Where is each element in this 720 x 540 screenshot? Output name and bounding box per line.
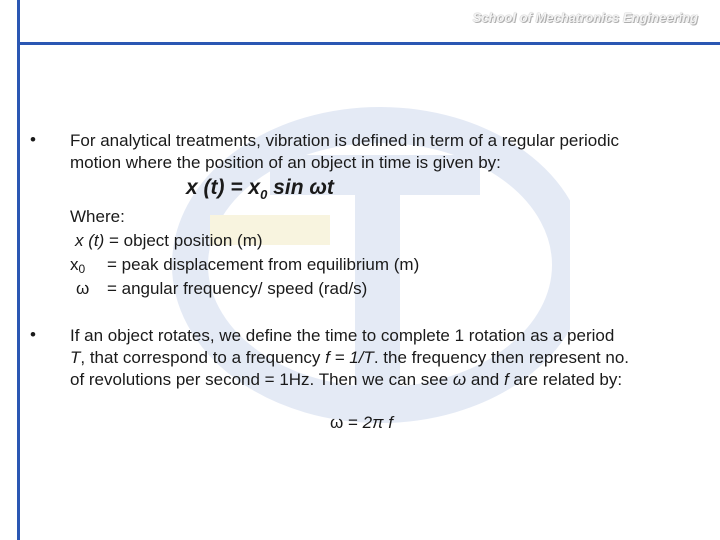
angular-frequency-formula bbox=[330, 412, 393, 434]
formula-subscript: 0 bbox=[260, 187, 268, 203]
formula-rhs: 2π f bbox=[362, 413, 393, 432]
header-title: School of Mechatronics Engineering bbox=[472, 10, 698, 25]
f-symbol: f bbox=[503, 370, 509, 389]
omega-symbol: ω bbox=[452, 370, 467, 389]
where-symbol: x (t) bbox=[75, 231, 105, 250]
bullet-icon: • bbox=[30, 325, 36, 344]
bullet-2-line-2 bbox=[70, 347, 629, 369]
bullet-1-line-1: For analytical treatments, vibration is defined in term of a regular periodic bbox=[70, 131, 619, 150]
bullet-2-line-1: If an object rotates, we define the time to complete 1 rotation as a period bbox=[70, 326, 615, 345]
displacement-formula bbox=[186, 176, 334, 202]
where-subscript: 0 bbox=[78, 262, 86, 276]
bullet-1-line-2: motion where the position of an object in time is given by: bbox=[70, 153, 501, 172]
frame-horizontal-line bbox=[17, 42, 720, 45]
where-item-omega: ω bbox=[76, 279, 90, 298]
bullet-2-line-3 bbox=[70, 369, 622, 391]
frequency-formula: f = 1/T bbox=[325, 348, 374, 367]
bullet-2-text: are related by: bbox=[508, 370, 623, 389]
bullet-2-text: and bbox=[466, 370, 504, 389]
where-desc: = object position (m) bbox=[104, 231, 263, 250]
where-item-peak bbox=[70, 254, 85, 280]
where-label: Where: bbox=[70, 207, 125, 226]
bullet-2-text: , that correspond to a frequency bbox=[80, 348, 326, 367]
formula-rhs: sin ωt bbox=[267, 176, 334, 199]
period-symbol: T bbox=[70, 348, 81, 367]
where-desc-omega: = angular frequency/ speed (rad/s) bbox=[107, 279, 368, 298]
where-item-position bbox=[75, 230, 263, 252]
formula-lhs: ω = bbox=[330, 413, 363, 432]
where-desc-peak: = peak displacement from equilibrium (m) bbox=[107, 255, 420, 274]
bullet-2-text: of revolutions per second = 1Hz. Then we can see bbox=[70, 370, 453, 389]
frame-vertical-line bbox=[17, 0, 20, 540]
bullet-icon: • bbox=[30, 130, 36, 149]
formula-lhs: x (t) = x bbox=[186, 176, 261, 199]
bullet-2-text: . the frequency then represent no. bbox=[373, 348, 629, 367]
where-symbol: x bbox=[70, 255, 79, 274]
